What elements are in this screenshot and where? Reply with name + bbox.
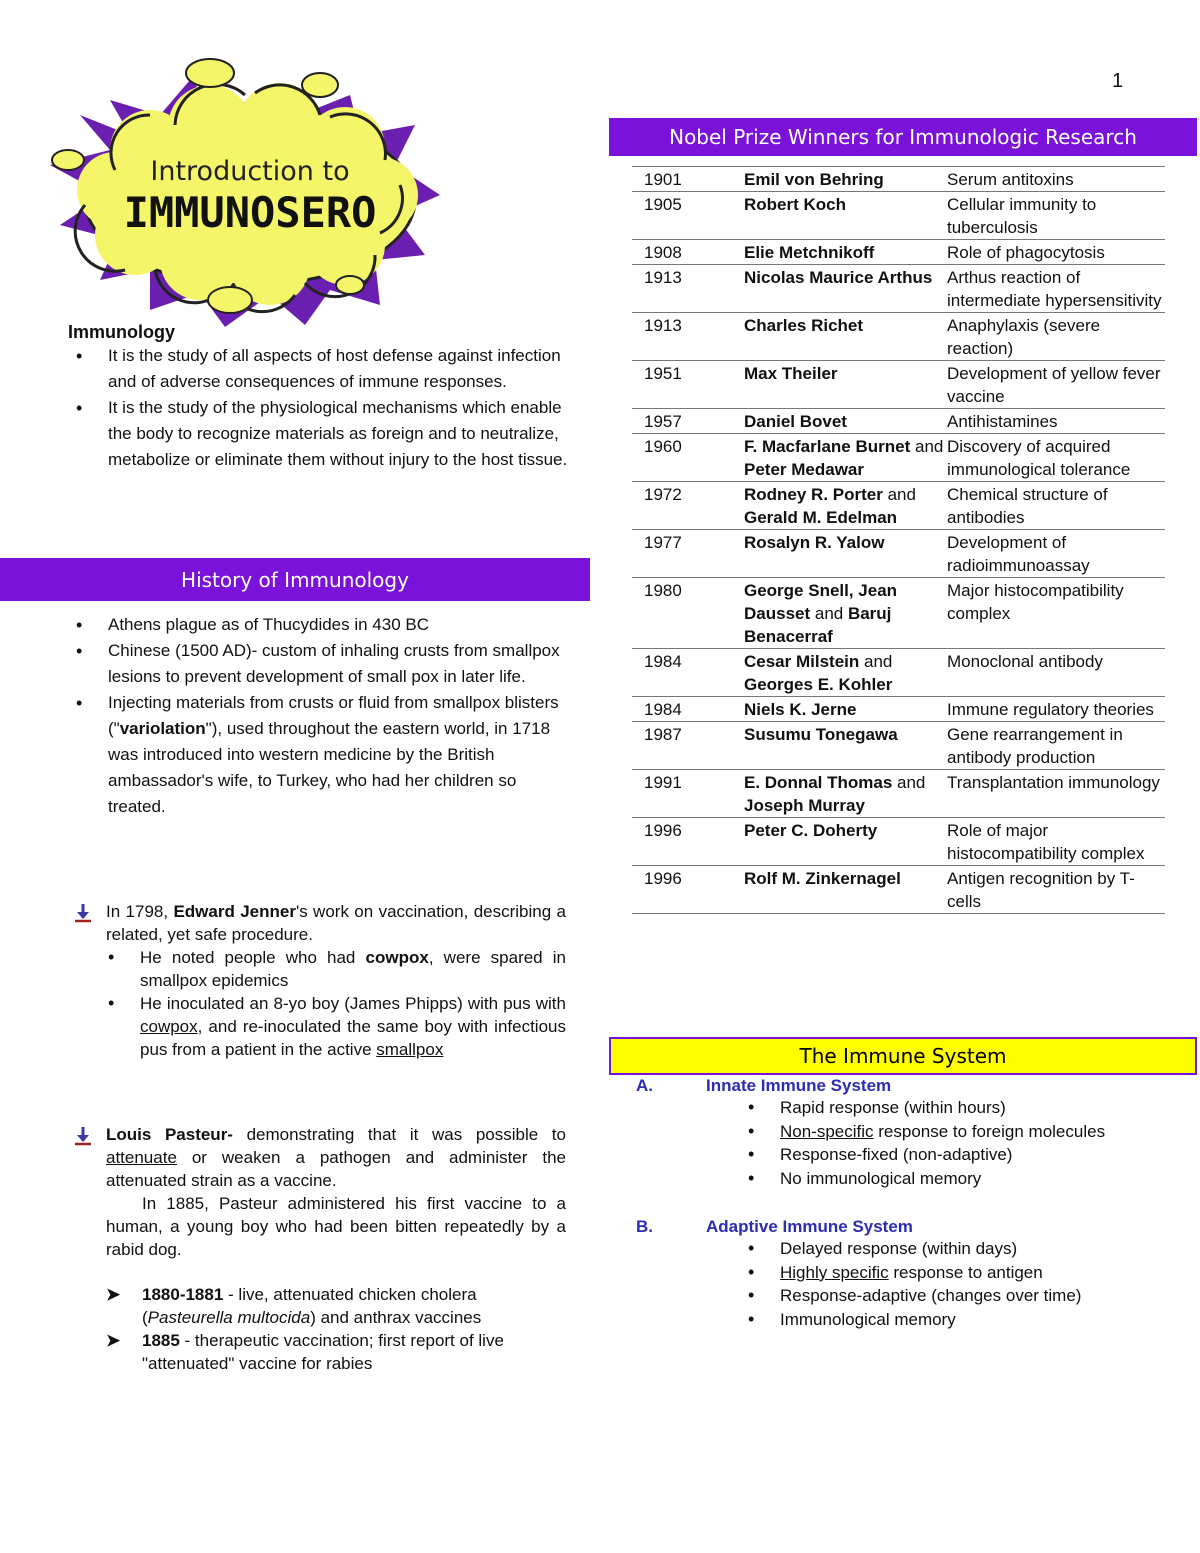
list-item: ➤ 1880-1881 - live, attenuated chicken cholera (Pasteurella multocida) and anthrax vaccines [106,1285,482,1327]
arrow-bullet-icon [72,1125,94,1147]
chevron-right-icon: ➤ [106,1331,121,1350]
history-banner [0,558,590,601]
nobel-banner-label: Nobel Prize Winners for Immunologic Research [669,125,1137,149]
list-item: • Response-fixed (non-adaptive) [740,1143,1176,1167]
list-item: • He noted people who had cowpox, were spared in smallpox epidemics [100,946,566,992]
innate-section [636,1076,1176,1190]
table-row: 1987 Susumu Tonegawa Gene rearrangement in antibody production [632,722,1165,770]
table-row: 1913 Charles Richet Anaphylaxis (severe reaction) [632,313,1165,361]
jenner-paragraph: In 1798, Edward Jenner's work on vaccination, describing a related, yet safe procedure. [106,902,566,944]
innate-letter: A. [636,1076,653,1095]
table-row: 1977 Rosalyn R. Yalow Development of radioimmunoassay [632,530,1165,578]
innate-heading [636,1076,1176,1096]
list-item: • No immunological memory [740,1167,1176,1191]
list-item: • It is the study of the physiological mechanisms which enable the body to recognize materials as foreign and to neutralize, metabolize or eliminate them without injury to the host tissue. [68,395,568,473]
history-list [68,612,568,820]
table-row: 1984 Niels K. Jerne Immune regulatory theories [632,697,1165,722]
page-number: 1 [1112,70,1124,92]
table-row: 1980 George Snell, Jean Dausset and Baruj Benacerraf Major histocompatibility complex [632,578,1165,649]
immune-system-banner-label: The Immune System [799,1044,1007,1068]
title-line1: Introduction to [150,156,350,187]
jenner-section [106,900,566,1061]
immunology-section [68,322,568,473]
table-row: 1913 Nicolas Maurice Arthus Arthus reaction of intermediate hypersensitivity [632,265,1165,313]
list-item: • Response-adaptive (changes over time) [740,1284,1176,1308]
list-item: • Injecting materials from crusts or fluid from smallpox blisters ("variolation"), used throughout the eastern world, in 1718 was introduced into western medicine by the British ambassador's wife, to Turkey, who had her children so treated. [68,690,568,820]
table-row: 1957 Daniel Bovet Antihistamines [632,409,1165,434]
table-row: 1901 Emil von Behring Serum antitoxins [632,167,1165,192]
list-item: • Non-specific response to foreign molecules [740,1120,1176,1144]
list-item: ➤ 1885 - therapeutic vaccination; first report of live "attenuated" vaccine for rabies [106,1331,504,1373]
title-line2: IMMUNOSERO [123,188,377,237]
table-row: 1996 Peter C. Doherty Role of major histocompatibility complex [632,818,1165,866]
pasteur-chevron-list [106,1283,566,1375]
arrow-bullet-icon [72,902,94,924]
pasteur-paragraph-2: In 1885, Pasteur administered his first vaccine to a human, a young boy who had been bitten repeatedly by a rabid dog. [106,1194,566,1259]
title-cloud-graphic [40,55,460,330]
table-row: 1991 E. Donnal Thomas and Joseph Murray Transplantation immunology [632,770,1165,818]
adaptive-section [636,1217,1176,1331]
table-row: 1960 F. Macfarlane Burnet and Peter Medawar Discovery of acquired immunological tolerance [632,434,1165,482]
list-item: • He inoculated an 8-yo boy (James Phipps) with pus with cowpox, and re-inoculated the same boy with infectious pus from a patient in the active smallpox [100,992,566,1061]
pasteur-section [106,1123,566,1375]
table-row: 1984 Cesar Milstein and Georges E. Kohler Monoclonal antibody [632,649,1165,697]
table-row: 1908 Elie Metchnikoff Role of phagocytosis [632,240,1165,265]
innate-title: Innate Immune System [706,1076,892,1095]
adaptive-heading [636,1217,1176,1237]
table-row: 1951 Max Theiler Development of yellow fever vaccine [632,361,1165,409]
history-section [68,612,568,820]
immune-system-banner [609,1037,1197,1075]
pasteur-paragraph: Louis Pasteur- demonstrating that it was possible to attenuate or weaken a pathogen and administer the attenuated strain as a vaccine. [106,1125,566,1190]
chevron-right-icon: ➤ [106,1285,121,1304]
list-item: • Delayed response (within days) [740,1237,1176,1261]
list-item: • It is the study of all aspects of host defense against infection and of adverse consequences of immune responses. [68,343,568,395]
jenner-list [100,946,566,1061]
list-item: • Highly specific response to antigen [740,1261,1176,1285]
immunology-list [68,343,568,473]
history-banner-label: History of Immunology [181,567,409,592]
table-row: 1905 Robert Koch Cellular immunity to tuberculosis [632,192,1165,240]
adaptive-letter: B. [636,1217,653,1236]
list-item: • Athens plague as of Thucydides in 430 BC [68,612,568,638]
innate-list [740,1096,1176,1190]
nobel-table [632,166,1165,914]
nobel-banner [609,118,1197,156]
adaptive-title: Adaptive Immune System [706,1217,913,1236]
adaptive-list [740,1237,1176,1331]
table-row: 1996 Rolf M. Zinkernagel Antigen recognition by T-cells [632,866,1165,914]
list-item: • Immunological memory [740,1308,1176,1332]
list-item: • Rapid response (within hours) [740,1096,1176,1120]
list-item: • Chinese (1500 AD)- custom of inhaling crusts from smallpox lesions to prevent development of small pox in later life. [68,638,568,690]
immunology-heading: Immunology [68,322,175,342]
table-row: 1972 Rodney R. Porter and Gerald M. Edelman Chemical structure of antibodies [632,482,1165,530]
